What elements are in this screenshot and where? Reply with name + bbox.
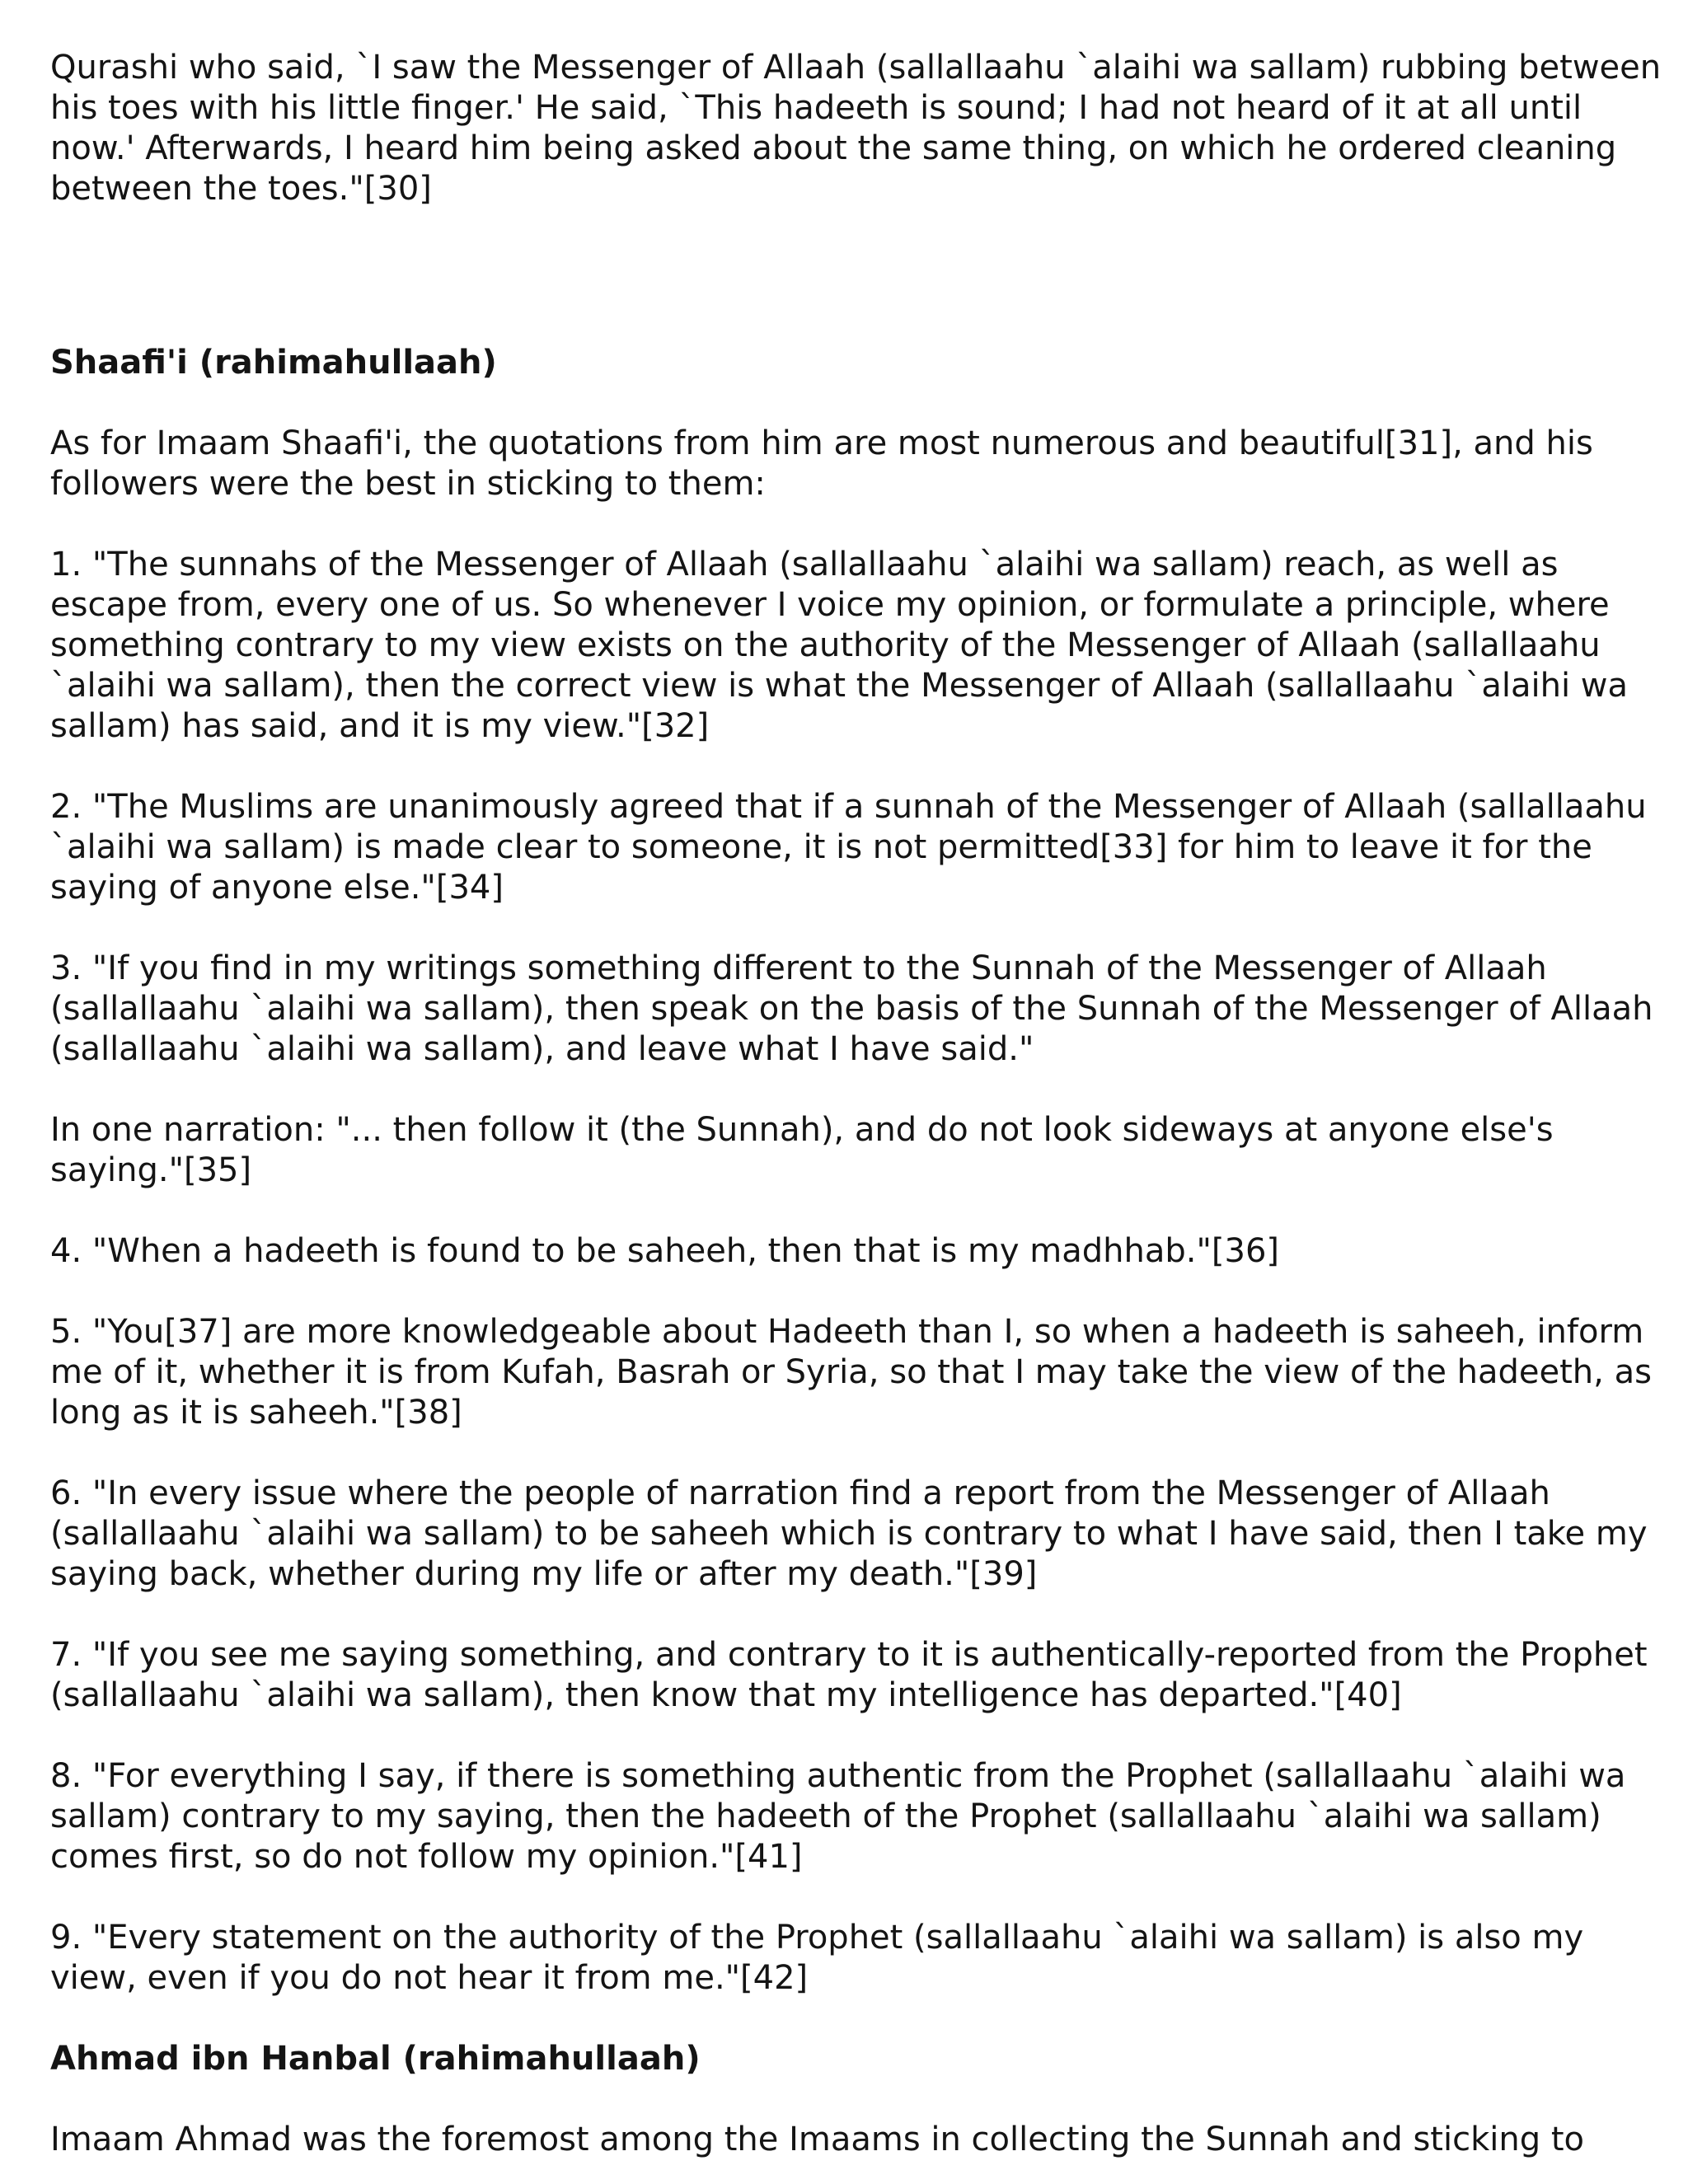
intro-paragraph: Qurashi who said, `I saw the Messenger of Allaah (sallallaahu `alaihi wa sallam) rubbing between his toes with his little finger.' He said, `This hadeeth is sound; I had not heard of it at all until now.' Afterwards, I heard him being asked about the same thing, on which he ordered cleaning between the toes."[30] [50,49,1662,208]
section-heading-ahmad: Ahmad ibn Hanbal (rahimahullaah) [50,2040,701,2078]
shafii-quote-3: 3. "If you find in my writings something different to the Sunnah of the Messenger of Allaah (sallallaahu `alaihi wa sallam), then speak on the basis of the Sunnah of the Messenger of Allaah (sallallaahu `alaihi wa sallam), and leave what I have said." [50,949,1653,1068]
shafii-intro-paragraph: As for Imaam Shaafi'i, the quotations from him are most numerous and beautiful[31], and his followers were the best in sticking to them: [50,424,1593,503]
shafii-quote-6: 6. "In every issue where the people of narration find a report from the Messenger of Allaah (sallallaahu `alaihi wa sallam) to be saheeh which is contrary to what I have said, then I take my saying back, whether during my life or after my death."[39] [50,1474,1648,1593]
shafii-quote-7: 7. "If you see me saying something, and contrary to it is authentically-reported from the Prophet (sallallaahu `alaihi wa sallam), then know that my intelligence has departed."[40] [50,1636,1648,1714]
shafii-quote-1: 1. "The sunnahs of the Messenger of Allaah (sallallaahu `alaihi wa sallam) reach, as well as escape from, every one of us. So whenever I voice my opinion, or formulate a principle, where something contrary to my view exists on the authority of the Messenger of Allaah (sallallaahu `alaihi wa sallam), then the correct view is what the Messenger of Allaah (sallallaahu `alaihi wa sallam) has said, and it is my view."[32] [50,546,1629,745]
shafii-quote-9: 9. "Every statement on the authority of the Prophet (sallallaahu `alaihi wa sallam) is also my view, even if you do not hear it from me."[42] [50,1919,1584,1997]
shafii-quote-4: 4. "When a hadeeth is found to be saheeh, then that is my madhhab."[36] [50,1232,1279,1270]
shafii-narration-note: In one narration: "... then follow it (the Sunnah), and do not look sideways at anyone else's saying."[35] [50,1111,1554,1189]
shafii-quote-2: 2. "The Muslims are unanimously agreed that if a sunnah of the Messenger of Allaah (sallallaahu `alaihi wa sallam) is made clear to someone, it is not permitted[33] for him to leave it for the saying of anyone else."[34] [50,788,1647,907]
document-page [50,48,1666,2160]
shafii-quote-5: 5. "You[37] are more knowledgeable about Hadeeth than I, so when a hadeeth is saheeh, inform me of it, whether it is from Kufah, Basrah or Syria, so that I may take the view of the hadeeth, as long as it is saheeh."[38] [50,1313,1652,1432]
section-heading-shafii: Shaafi'i (rahimahullaah) [50,344,497,382]
shafii-quote-8: 8. "For everything I say, if there is something authentic from the Prophet (sallallaahu `alaihi wa sallam) contrary to my saying, then the hadeeth of the Prophet (sallallaahu `alaihi wa sallam) comes first, so do not follow my opinion."[41] [50,1757,1626,1876]
ahmad-intro-paragraph: Imaam Ahmad was the foremost among the Imaams in collecting the Sunnah and sticking to [50,2121,1584,2158]
